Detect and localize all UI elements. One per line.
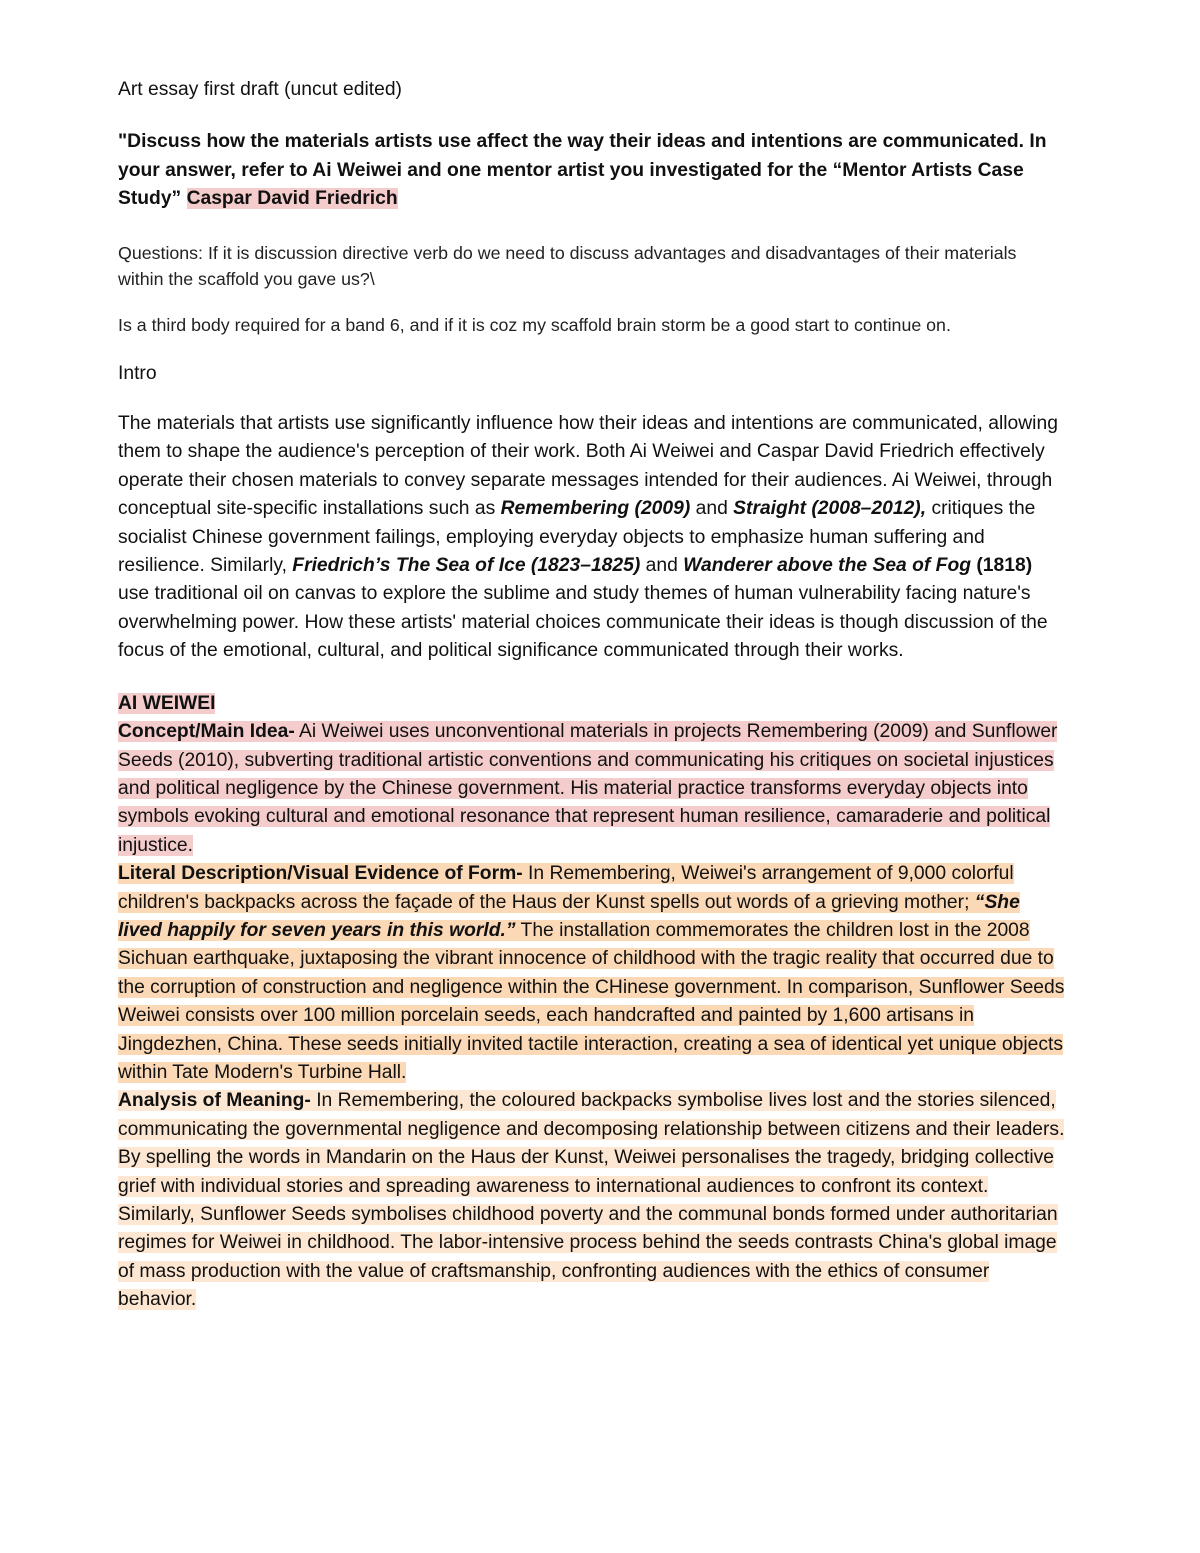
concept-paragraph bbox=[118, 718, 1066, 860]
intro-paragraph bbox=[118, 410, 1066, 666]
prompt-artist-highlight: Caspar David Friedrich bbox=[186, 188, 398, 210]
section-heading-text: AI WEIWEI bbox=[118, 692, 216, 714]
intro-text-6: use traditional oil on canvas to explore the sublime and study themes of human vulnerability facing nature's overwhelming power. How these artists' material choices communicate their ideas is though discussion of the focus of the emotional, cultural, and political significance communicated through their works. bbox=[118, 583, 1048, 662]
intro-work-wanderer: Wanderer above the Sea of Fog bbox=[683, 555, 972, 577]
document-body bbox=[118, 76, 1066, 1315]
literal-quote: “She lived happily for seven years in this world.” bbox=[118, 891, 1020, 941]
intro-heading: Intro bbox=[118, 362, 157, 384]
intro-work-wanderer-year: (1818) bbox=[976, 555, 1033, 577]
intro-text-1: The materials that artists use significantly influence how their ideas and intentions are communicated, allowing them to shape the audience's perception of their work. Both Ai Weiwei and Caspar David Friedrich effectively operate their chosen materials to convey separate messages intended for their audiences. Ai Weiwei, through conceptual site-specific installations such as bbox=[118, 413, 1058, 520]
literal-label: Literal Description/Visual Evidence of Form- bbox=[118, 863, 523, 885]
intro-work-sea-of-ice: Friedrich’s The Sea of Ice (1823–1825) bbox=[292, 555, 641, 577]
analysis-label: Analysis of Meaning- bbox=[118, 1090, 311, 1112]
intro-text-3: critiques the socialist Chinese government failings, employing everyday objects to emphasize human suffering and resilience. Similarly, bbox=[118, 498, 1036, 577]
literal-text-2: The installation commemorates the children lost in the 2008 Sichuan earthquake, juxtaposing the vibrant innocence of childhood with the tragic reality that occurred due to the corruption of construction and negligence within the CHinese government. In comparison, Sunflower Seeds Weiwei consists over 100 million porcelain seeds, each handcrafted and painted by 1,600 artisans in Jingdezhen, China. These seeds initially invited tactile interaction, creating a sea of identical yet unique objects within Tate Modern's Turbine Hall. bbox=[118, 919, 1065, 1083]
question-2: Is a third body required for a band 6, and if it is coz my scaffold brain storm be a good start to continue on. bbox=[118, 314, 951, 335]
literal-description-paragraph bbox=[118, 860, 1066, 1087]
concept-label: Concept/Main Idea- bbox=[118, 721, 295, 743]
document-title: Art essay first draft (uncut edited) bbox=[118, 79, 402, 100]
intro-text-4: and bbox=[640, 555, 684, 577]
section-heading-ai-weiwei bbox=[118, 690, 1066, 718]
literal-text-1: In Remembering, Weiwei's arrangement of 9,000 colorful children's backpacks across the façade of the Haus der Kunst spells out words of a grieving mother; bbox=[118, 863, 1014, 913]
question-1: Questions: If it is discussion directive verb do we need to discuss advantages and disadvantages of their materials within the scaffold you gave us?\ bbox=[118, 242, 1017, 289]
intro-text-2: and bbox=[690, 498, 734, 520]
analysis-text: In Remembering, the coloured backpacks symbolise lives lost and the stories silenced, communicating the governmental negligence and decomposing relationship between citizens and their leaders. By spelling the words in Mandarin on the Haus der Kunst, Weiwei personalises the tragedy, bridging collective grief with individual stories and spreading awareness to international audiences to confront its context. Similarly, Sunflower Seeds symbolises childhood poverty and the communal bonds formed under authoritarian regimes for Weiwei in childhood. The labor-intensive process behind the seeds contrasts China's global image of mass production with the value of craftsmanship, confronting audiences with the ethics of consumer behavior. bbox=[118, 1090, 1065, 1311]
intro-work-remembering: Remembering (2009) bbox=[500, 498, 691, 520]
concept-text: Ai Weiwei uses unconventional materials in projects Remembering (2009) and Sunflower Seeds (2010), subverting traditional artistic conventions and communicating his critiques on societal injustices and political negligence by the Chinese government. His material practice transforms everyday objects into symbols evoking cultural and emotional resonance that represent human resilience, camaraderie and political injustice. bbox=[118, 721, 1058, 856]
prompt-text: "Discuss how the materials artists use affect the way their ideas and intentions are communicated. In your answer, refer to Ai Weiwei and one mentor artist you investigated for the “Mentor Artists Case Study” bbox=[118, 131, 1047, 210]
intro-work-straight: Straight (2008–2012), bbox=[733, 498, 927, 520]
essay-prompt bbox=[118, 128, 1066, 213]
analysis-paragraph bbox=[118, 1087, 1066, 1314]
